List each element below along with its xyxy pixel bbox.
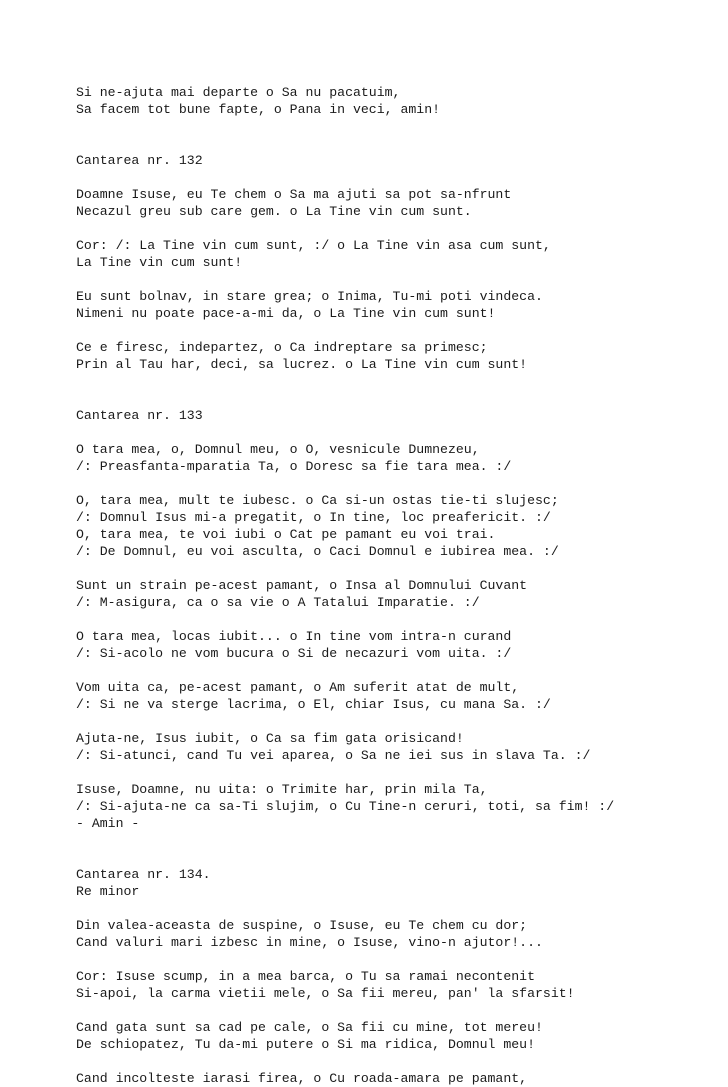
- verse-line: Cand incolteste iarasi firea, o Cu roada-amara pe pamant,: [76, 1071, 528, 1086]
- verse-line: Prin al Tau har, deci, sa lucrez. o La Tine vin cum sunt!: [76, 357, 528, 372]
- verse-line: Cand gata sunt sa cad pe cale, o Sa fii cu mine, tot mereu!: [76, 1020, 543, 1035]
- heading-line: Cantarea nr. 134.: [76, 867, 211, 882]
- verse-line: Si ne-ajuta mai departe o Sa nu pacatuim,: [76, 85, 401, 100]
- verse-line: O tara mea, o, Domnul meu, o O, vesnicule Dumnezeu,: [76, 442, 480, 457]
- verse-line: Cor: Isuse scump, in a mea barca, o Tu sa ramai necontenit: [76, 969, 535, 984]
- blank-space: [76, 662, 716, 679]
- stanza: [76, 730, 716, 764]
- verse-line: Cand valuri mari izbesc in mine, o Isuse, vino-n ajutor!...: [76, 935, 543, 950]
- blank-space: [76, 713, 716, 730]
- stanza: [76, 84, 716, 118]
- verse-line: Ajuta-ne, Isus iubit, o Ca sa fim gata orisicand!: [76, 731, 464, 746]
- stanza: [76, 628, 716, 662]
- heading-line: Cantarea nr. 133: [76, 408, 203, 423]
- verse-line: Sunt un strain pe-acest pamant, o Insa al Domnului Cuvant: [76, 578, 528, 593]
- stanza: [76, 237, 716, 271]
- stanza: [76, 781, 716, 832]
- verse-line: Eu sunt bolnav, in stare grea; o Inima, Tu-mi poti vindeca.: [76, 289, 543, 304]
- verse-line: De schiopatez, Tu da-mi putere o Si ma ridica, Domnul meu!: [76, 1037, 535, 1052]
- stanza: [76, 1019, 716, 1053]
- verse-line: Necazul greu sub care gem. o La Tine vin cum sunt.: [76, 204, 472, 219]
- verse-line: /: Si-acolo ne vom bucura o Si de necazuri vom uita. :/: [76, 646, 512, 661]
- blank-space: [76, 271, 716, 288]
- verse-line: O, tara mea, mult te iubesc. o Ca si-un ostas tie-ti slujesc;: [76, 493, 559, 508]
- blank-space: [76, 475, 716, 492]
- blank-space: [76, 560, 716, 577]
- verse-line: /: Preasfanta-mparatia Ta, o Doresc sa fie tara mea. :/: [76, 459, 512, 474]
- verse-line: - Amin -: [76, 816, 140, 831]
- verse-line: Vom uita ca, pe-acest pamant, o Am suferit atat de mult,: [76, 680, 520, 695]
- verse-line: O, tara mea, te voi iubi o Cat pe pamant eu voi trai.: [76, 527, 496, 542]
- blank-space: [76, 220, 716, 237]
- verse-line: Doamne Isuse, eu Te chem o Sa ma ajuti sa pot sa-nfrunt: [76, 187, 512, 202]
- blank-space: [76, 118, 716, 152]
- blank-space: [76, 900, 716, 917]
- blank-space: [76, 832, 716, 866]
- verse-line: O tara mea, locas iubit... o In tine vom intra-n curand: [76, 629, 512, 644]
- verse-line: Nimeni nu poate pace-a-mi da, o La Tine vin cum sunt!: [76, 306, 496, 321]
- verse-line: /: De Domnul, eu voi asculta, o Caci Domnul e iubirea mea. :/: [76, 544, 559, 559]
- stanza: [76, 577, 716, 611]
- verse-line: Sa facem tot bune fapte, o Pana in veci, amin!: [76, 102, 441, 117]
- song-heading: [76, 152, 716, 169]
- verse-line: Din valea-aceasta de suspine, o Isuse, eu Te chem cu dor;: [76, 918, 528, 933]
- verse-line: /: Si ne va sterge lacrima, o El, chiar Isus, cu mana Sa. :/: [76, 697, 551, 712]
- verse-line: Si-apoi, la carma vietii mele, o Sa fii mereu, pan' la sfarsit!: [76, 986, 575, 1001]
- stanza: [76, 679, 716, 713]
- song-heading: [76, 866, 716, 900]
- blank-space: [76, 424, 716, 441]
- verse-line: Isuse, Doamne, nu uita: o Trimite har, prin mila Ta,: [76, 782, 488, 797]
- stanza: [76, 288, 716, 322]
- heading-line: Re minor: [76, 884, 140, 899]
- verse-line: /: Si-ajuta-ne ca sa-Ti slujim, o Cu Tine-n ceruri, toti, sa fim! :/: [76, 799, 615, 814]
- stanza: [76, 339, 716, 373]
- verse-line: Ce e firesc, indepartez, o Ca indreptare sa primesc;: [76, 340, 488, 355]
- verse-line: La Tine vin cum sunt!: [76, 255, 243, 270]
- verse-line: /: Domnul Isus mi-a pregatit, o In tine, loc preafericit. :/: [76, 510, 551, 525]
- stanza: [76, 1070, 716, 1087]
- stanza: [76, 968, 716, 1002]
- stanza: [76, 917, 716, 951]
- song-heading: [76, 407, 716, 424]
- stanza: [76, 186, 716, 220]
- blank-space: [76, 764, 716, 781]
- heading-line: Cantarea nr. 132: [76, 153, 203, 168]
- document-page: [76, 84, 716, 1087]
- verse-line: Cor: /: La Tine vin cum sunt, :/ o La Tine vin asa cum sunt,: [76, 238, 551, 253]
- stanza: [76, 441, 716, 475]
- blank-space: [76, 951, 716, 968]
- blank-space: [76, 169, 716, 186]
- verse-line: /: Si-atunci, cand Tu vei aparea, o Sa ne iei sus in slava Ta. :/: [76, 748, 591, 763]
- blank-space: [76, 611, 716, 628]
- stanza: [76, 492, 716, 560]
- verse-line: /: M-asigura, ca o sa vie o A Tatalui Imparatie. :/: [76, 595, 480, 610]
- blank-space: [76, 1053, 716, 1070]
- blank-space: [76, 1002, 716, 1019]
- blank-space: [76, 322, 716, 339]
- blank-space: [76, 373, 716, 407]
